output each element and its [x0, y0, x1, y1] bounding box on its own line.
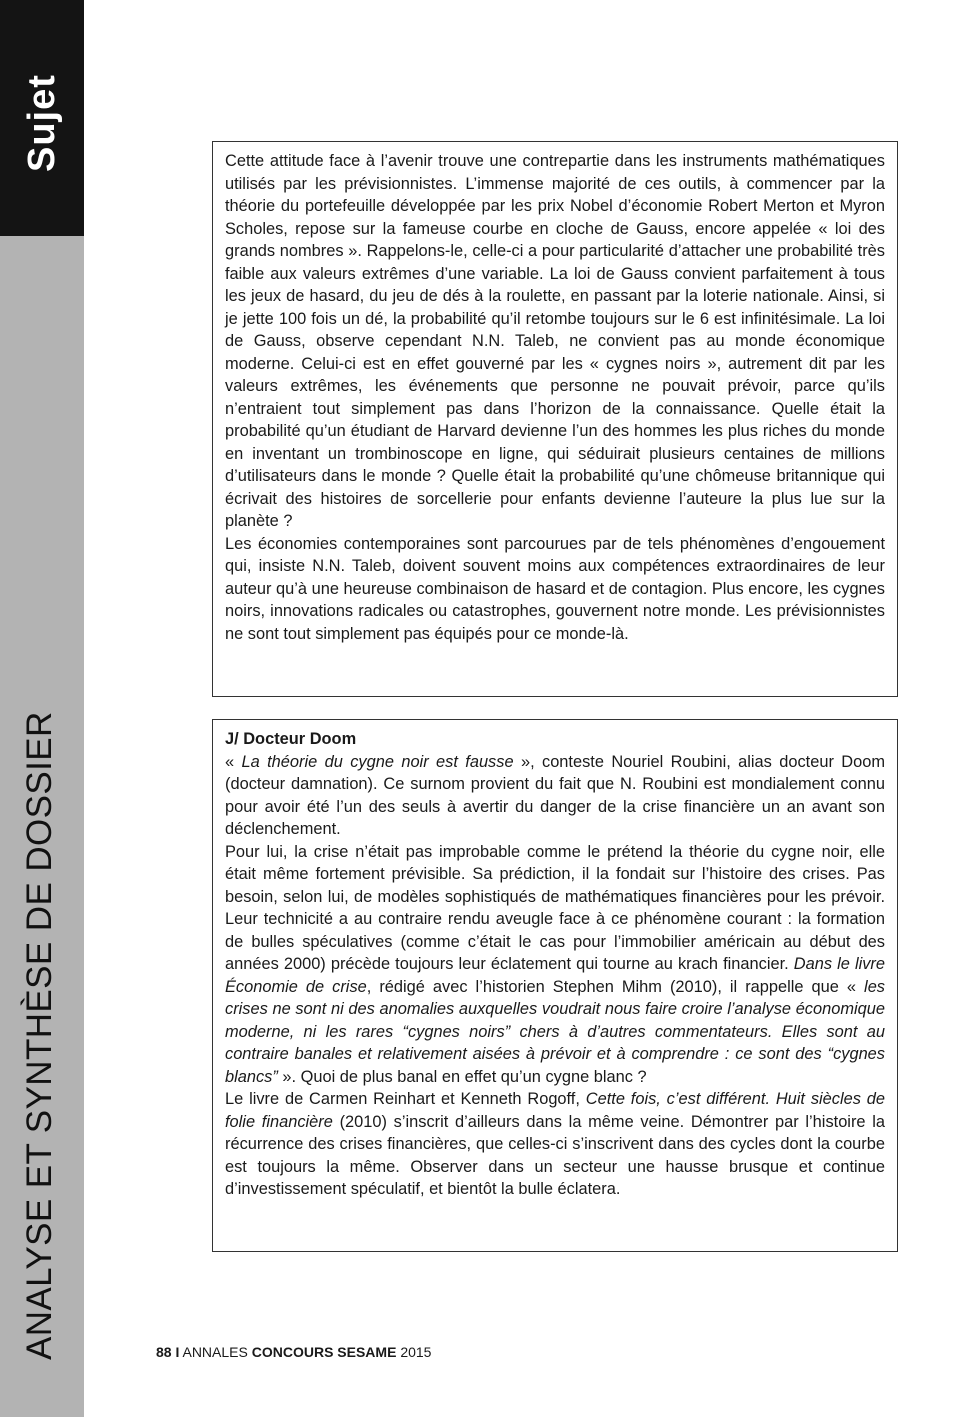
sidebar [0, 0, 84, 1417]
sidebar-top-band [0, 0, 84, 236]
text-box-taleb [212, 141, 898, 697]
sujet-label: Sujet [21, 74, 63, 172]
section-label: ANALYSE ET SYNTHÈSE DE DOSSIER [20, 711, 59, 1360]
page-footer [156, 1343, 431, 1361]
paragraph: « La théorie du cygne noir est fausse », conteste Nouriel Roubini, alias docteur Doom (docteur damnation). Ce surnom provient du fait que N. Roubini est mondialement connu pour avoir été l’un des seuls à avertir du danger de la crise financière un an avant son déclenchement. [225, 752, 886, 838]
paragraph: Le livre de Carmen Reinhart et Kenneth Rogoff, Cette fois, c’est différent. Huit siècles de folie financière (2010) s’inscrit d’ailleurs dans la même veine. Démontrer par l’histoire la récurrence des crises financières, que celles-ci s’inscrivent dans des cycles dont la courbe est toujours la même. Observer dans un secteur une hausse brusque et continue d’investissement spéculatif, et bientôt la bulle éclatera. [225, 1090, 885, 1198]
text-box-docteur-doom [212, 719, 898, 1252]
footer-annales: ANNALES [182, 1344, 248, 1360]
section-heading: J/ Docteur Doom [225, 730, 357, 748]
paragraph: Les économies contemporaines sont parcourues par de tels phénomènes d’engouement qui, insiste N.N. Taleb, doivent souvent moins aux compétences extraordinaires de leur auteur qu’à une heureuse combinaison de hasard et de contagion. Plus encore, les cygnes noirs, innovations radicales ou catastrophes, gouvernent notre monde. Les prévisionnistes ne sont tout simplement pas équipés pour ce monde-là. [225, 534, 885, 643]
paragraph: Pour lui, la crise n’était pas improbable comme le prétend la théorie du cygne noir, elle était même fortement prévisible. Sa prédiction, il la fondait sur l’histoire des crises. Pas besoin, selon lui, de modèles sophistiqués de mathématiques financières pour les prévoir. Leur technicité a au contraire rendu aveugle face à ce phénomène courant : la formation de bulles spéculatives (comme c’était le cas pour l’immobilier américain au début des années 2000) précède toujours leur éclatement qui tourne au krach financier. Dans le livre Économie de crise, rédigé avec l’historien Stephen Mihm (2010), il rappelle que « les crises ne sont ni des anomalies auxquelles voudrait nous faire croire l’analyse économique moderne, ni les rares “cygnes noirs” chers à d’autres commentateurs. Elles sont au contraire banales et relativement aisées à prévoir et à comprendre : ce sont des “cygnes blancs” ». Quoi de plus banal en effet qu’un cygne blanc ? [225, 842, 885, 1086]
footer-concours: CONCOURS SESAME [251, 1344, 397, 1360]
paragraph: Cette attitude face à l’avenir trouve une contrepartie dans les instruments mathématiques utilisés par les prévisionnistes. L’immense majorité de ces outils, à commencer par la théorie du portefeuille développée par les prix Nobel d’économie Robert Merton et Myron Scholes, repose sur la fameuse courbe en cloche de Gauss, encore appelée « loi des grands nombres ». Rappelons-le, celle-ci a pour particularité d’attacher une probabilité très faible aux valeurs extrêmes d’une variable. La loi de Gauss convient parfaitement à tous les jeux de hasard, du jeu de dés à la roulette, en passant par la loterie nationale. Ainsi, si je jette 100 fois un dé, la probabilité qu’il retombe toujours sur le 6 est infinitésimale. La loi de Gauss, observe cependant N.N. Taleb, ne convient pas au monde économique moderne. Celui-ci est en effet gouverné par les « cygnes noirs », autrement dit par les valeurs extrêmes, les événements que personne ne pouvait prévoir, parce qu’ils n’entraient tout simplement pas dans l’horizon de la connaissance. Quelle était la probabilité qu’un étudiant de Harvard devienne l’un des hommes les plus riches du monde en inventant un trombinoscope en ligne, qui séduirait plusieurs centaines de millions d’utilisateurs dans le monde ? Quelle était la probabilité qu’une chômeuse britannique qui écrivait des histoires de sorcellerie pour enfants devienne l’auteure la plus lue sur la planète ? [225, 152, 885, 530]
footer-separator: I [175, 1344, 180, 1360]
footer-year: 2015 [400, 1344, 432, 1360]
page-number: 88 [156, 1344, 172, 1360]
